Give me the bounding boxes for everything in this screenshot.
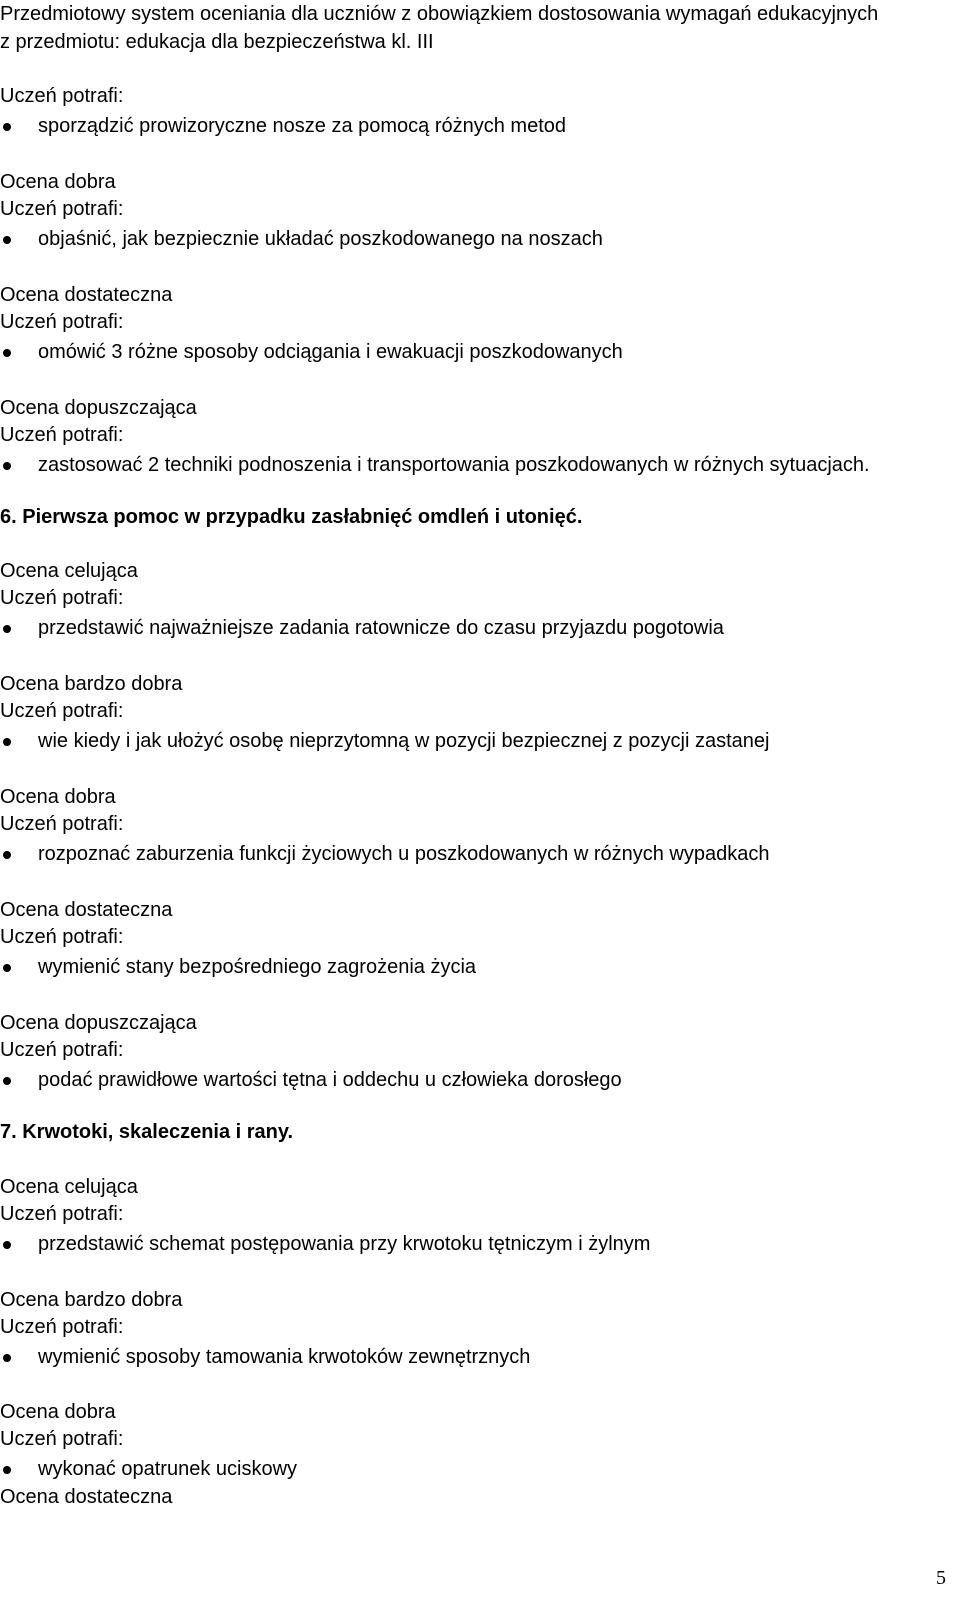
bullet-icon [3, 1077, 11, 1085]
uczen-potrafi-label: Uczeń potrafi: [0, 1203, 124, 1225]
uczen-potrafi-label: Uczeń potrafi: [0, 587, 124, 609]
grade-label: Ocena celująca [0, 1176, 138, 1198]
section-heading-7: 7. Krwotoki, skaleczenia i rany. [0, 1121, 294, 1143]
grade-label: Ocena dostateczna [0, 1486, 173, 1508]
uczen-potrafi-label: Uczeń potrafi: [0, 1316, 124, 1338]
grade-label: Ocena dobra [0, 1401, 116, 1423]
bullet-icon [3, 1466, 11, 1474]
uczen-potrafi-label: Uczeń potrafi: [0, 311, 124, 333]
uczen-potrafi-label: Uczeń potrafi: [0, 424, 124, 446]
grade-label: Ocena dopuszczająca [0, 1012, 197, 1034]
section-heading-6: 6. Pierwsza pomoc w przypadku zasłabnięć omdleń i utonięć. [0, 506, 583, 528]
bullet-icon [3, 964, 11, 972]
grade-label: Ocena dobra [0, 171, 116, 193]
bullet-icon [3, 349, 11, 357]
bullet-icon [3, 625, 11, 633]
bullet-icon [3, 462, 11, 470]
bullet-icon [3, 738, 11, 746]
grade-label: Ocena dobra [0, 786, 116, 808]
uczen-potrafi-label: Uczeń potrafi: [0, 813, 124, 835]
grade-label: Ocena dostateczna [0, 284, 173, 306]
document-title-line-2: z przedmiotu: edukacja dla bezpieczeństwa kl. III [0, 31, 434, 53]
grade-label: Ocena dopuszczająca [0, 397, 197, 419]
uczen-potrafi-label: Uczeń potrafi: [0, 85, 124, 107]
bullet-icon [3, 851, 11, 859]
grade-label: Ocena dostateczna [0, 899, 173, 921]
uczen-potrafi-label: Uczeń potrafi: [0, 1428, 124, 1450]
bullet-icon [3, 1354, 11, 1362]
grade-label: Ocena bardzo dobra [0, 673, 183, 695]
document-title-line-1: Przedmiotowy system oceniania dla uczniów z obowiązkiem dostosowania wymagań edukacyjnych [0, 3, 879, 25]
uczen-potrafi-label: Uczeń potrafi: [0, 198, 124, 220]
bullet-icon [3, 123, 11, 131]
bullet-icon [3, 1241, 11, 1249]
bullet-icon [3, 236, 11, 244]
uczen-potrafi-label: Uczeń potrafi: [0, 700, 124, 722]
uczen-potrafi-label: Uczeń potrafi: [0, 926, 124, 948]
grade-label: Ocena celująca [0, 560, 138, 582]
page-number: 5 [936, 1567, 946, 1589]
uczen-potrafi-label: Uczeń potrafi: [0, 1039, 124, 1061]
grade-label: Ocena bardzo dobra [0, 1289, 183, 1311]
